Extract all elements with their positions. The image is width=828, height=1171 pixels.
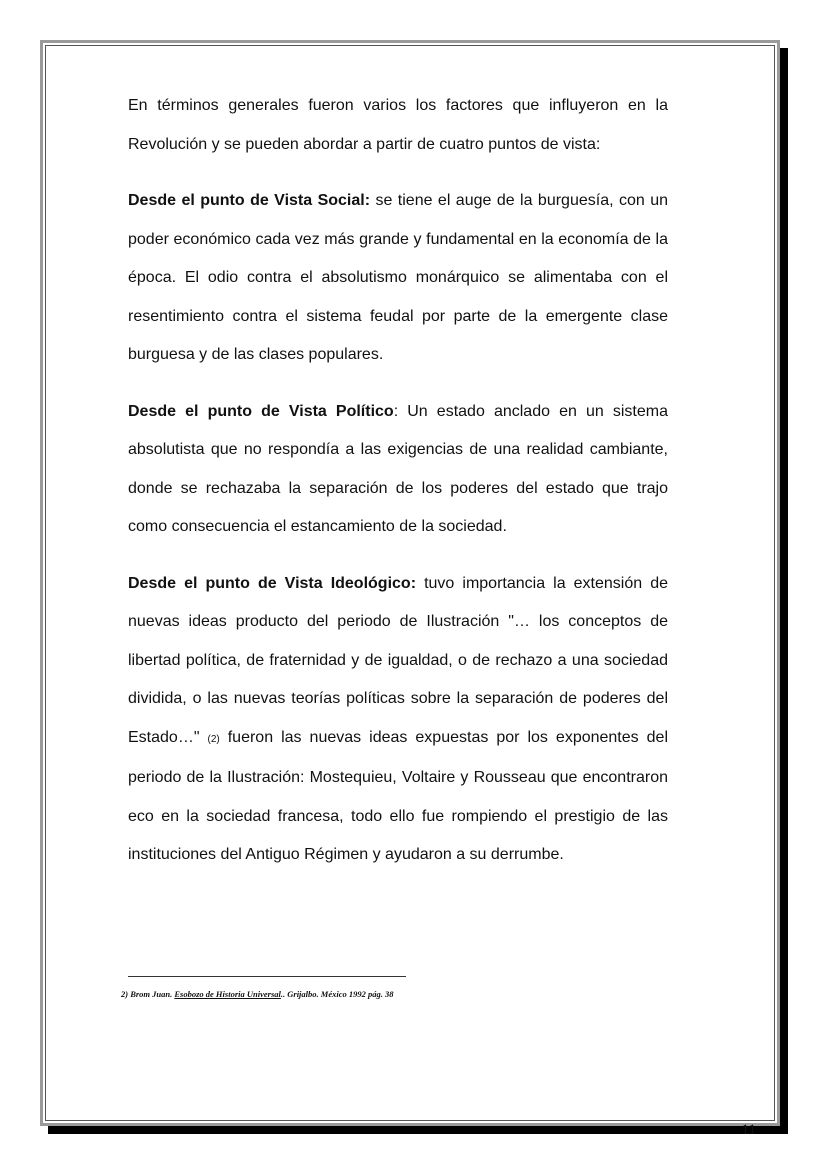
footnote-title: Esobozo de Historia Universal bbox=[174, 989, 281, 999]
footnote-prefix: 2) Brom Juan. bbox=[121, 989, 175, 999]
footnote bbox=[121, 989, 394, 999]
social-text: se tiene el auge de la burguesía, con un poder económico cada vez más grande y fundamental en la economía de la época. El odio contra el absolutismo monárquico se alimentaba con el resentimiento contra el sistema feudal por parte de la emergente clase burguesa y de las clases populares. bbox=[128, 192, 668, 363]
ideologico-heading: Desde el punto de Vista Ideológico: bbox=[128, 574, 417, 592]
ideologico-text-1: tuvo importancia la extensión de nuevas ideas producto del periodo de Ilustración "… los conceptos de libertad política, de fraternidad y de igualdad, o de rechazo a una sociedad dividida, o las nuevas teorías políticas sobre la separación de poderes del Estado…" bbox=[128, 574, 669, 746]
page-number: 11 bbox=[741, 1122, 756, 1138]
politico-heading: Desde el punto de Vista Político bbox=[128, 402, 394, 420]
ideologico-text-2: fueron las nuevas ideas expuestas por los exponentes del periodo de la Ilustración: Mostequieu, Voltaire y Rousseau que encontraron eco en la sociedad francesa, todo ello fue rompiendo el prestigio de las instituciones del Antiguo Régimen y ayudaron a su derrumbe. bbox=[128, 728, 668, 863]
intro-text: En términos generales fueron varios los factores que influyeron en la Revolución y se pueden abordar a partir de cuatro puntos de vista: bbox=[128, 97, 668, 153]
paragraph-politico bbox=[128, 393, 668, 547]
document-body bbox=[128, 87, 668, 893]
footnote-divider bbox=[128, 976, 406, 977]
paragraph-social bbox=[128, 182, 668, 375]
paragraph-intro bbox=[128, 87, 668, 164]
citation-marker: (2) bbox=[207, 733, 220, 745]
politico-text: : Un estado anclado en un sistema absolutista que no respondía a las exigencias de una realidad cambiante, donde se rechazaba la separación de los poderes del estado que trajo como consecuencia el estancamiento de la sociedad. bbox=[128, 402, 669, 535]
paragraph-ideologico bbox=[128, 565, 668, 875]
footnote-suffix: .. Grijalbo. México 1992 pág. 38 bbox=[280, 989, 394, 999]
social-heading: Desde el punto de Vista Social: bbox=[128, 192, 371, 209]
